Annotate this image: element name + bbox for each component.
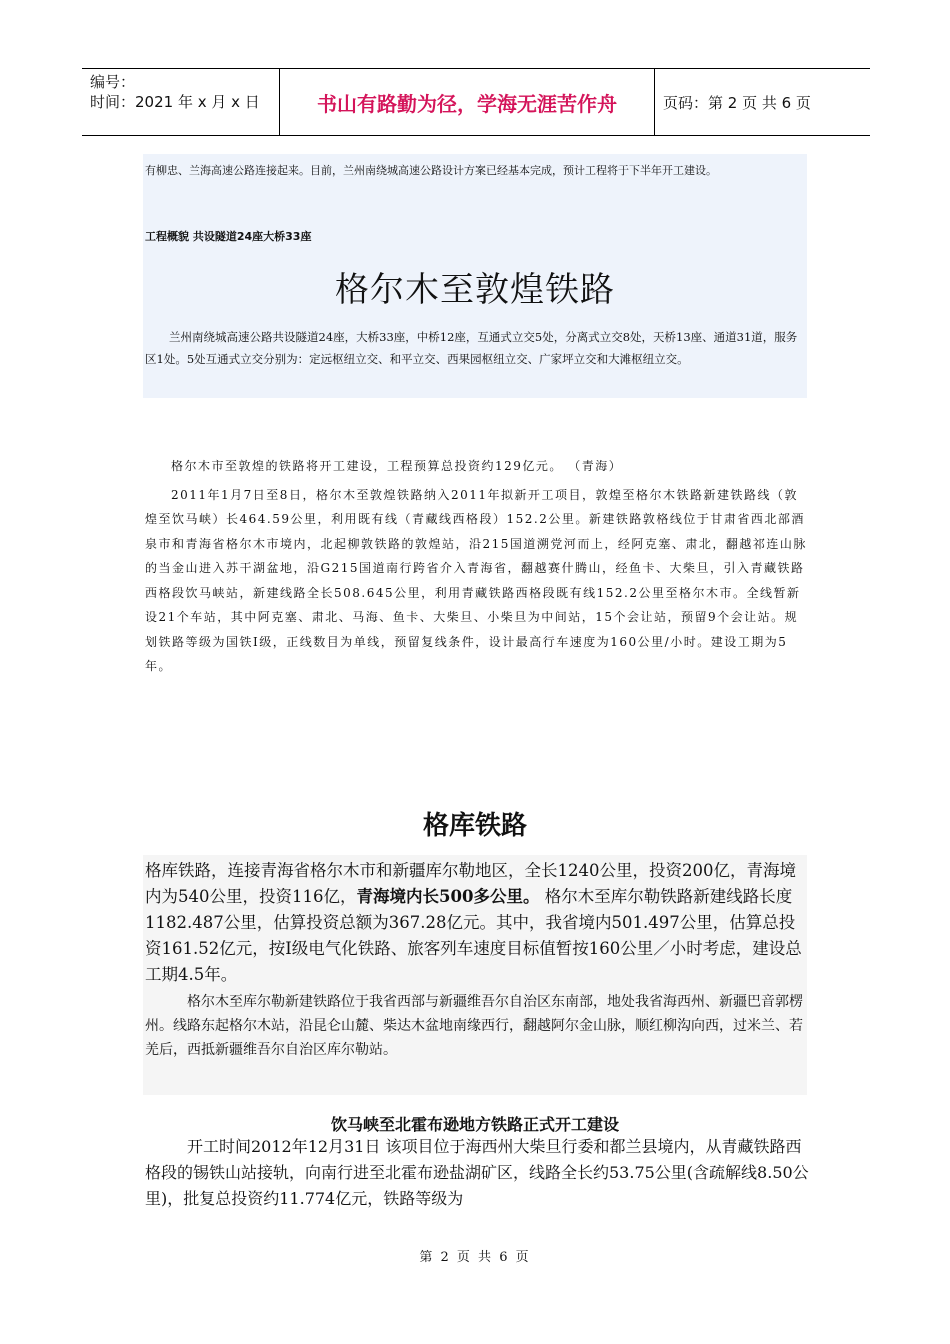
overview-subheading: 工程概貌 共设隧道24座大桥33座: [145, 230, 312, 243]
serial-number-label: 编号：: [90, 73, 136, 91]
golmud-dunhuang-section: [145, 454, 810, 679]
geku-paragraph-2: 格尔木至库尔勒新建铁路位于我省西部与新疆维吾尔自治区东南部，地处我省海西州、新疆巴音郭楞州。线路东起格尔木站，沿昆仑山麓、柴达木盆地南缘西行，翻越阿尔金山脉，顺红柳沟向西，过米兰、若羌后，西抵新疆维吾尔自治区库尔勒站。: [145, 994, 803, 1058]
golmud-dunhuang-title: 格尔木至敦煌铁路: [335, 270, 615, 310]
geku-title: 格库铁路: [422, 811, 527, 841]
yinmaxia-title: 饮马峡至北霍布逊地方铁路正式开工建设: [330, 1115, 619, 1134]
header-page-number: 页码：第 2 页 共 6 页: [663, 93, 811, 112]
header-meta: [82, 69, 280, 135]
overview-paragraph: 兰州南绕城高速公路共设隧道24座，大桥33座，中桥12座，互通式立交5处，分离式立交8处，天桥13座、通道31道，服务区1处。5处互通式立交分别为：定远枢纽立交、和平立交、西果园枢纽立交、广家坪立交和大滩枢纽立交。: [145, 330, 798, 366]
geku-text-b: 格尔木至库尔勒铁路新建线路长度1182.487公里，估算投资总额为367.28亿元。其中，我省境内501.497公里，估算总投资161.52亿元，按Ⅰ级电气化铁路、旅客列车速度目标值暂按160公里／小时考虑，建设总工期4.5年。: [145, 887, 802, 984]
header-motto: 书山有路勤为径，学海无涯苦作舟: [280, 69, 655, 135]
route-paragraph: 2011年1月7日至8日，格尔木至敦煌铁路纳入2011年拟新开工项目，敦煌至格尔木铁路新建铁路线（敦煌至饮马峡）长464.59公里，利用既有线（青藏线西格段）152.2公里。新建铁路敦格线位于甘肃省西北部酒泉市和青海省格尔木市境内，北起柳敦铁路的敦煌站，沿215国道溯党河而上，经阿克塞、肃北，翻越祁连山脉的当金山进入苏干湖盆地，沿G215国道南行跨省介入青海省，翻越赛什腾山，经鱼卡、大柴旦，引入青藏铁路西格段饮马峡站，新建线路全长508.645公里，利用青藏铁路西格段既有线152.2公里至格尔木市。全线暂新设21个车站，其中阿克塞、肃北、马海、鱼卡、大柴旦、小柴旦为中间站，15个会让站，预留9个会让站。规划铁路等级为国铁Ⅰ级，正线数目为单线，预留复线条件，设计最高行车速度为160公里/小时。建设工期为5年。: [145, 487, 807, 673]
intro-paragraph: 有柳忠、兰海高速公路连接起来。目前，兰州南绕城高速公路设计方案已经基本完成，预计工程将于下半年开工建设。: [145, 164, 717, 177]
date-label: 时间：2021 年 x 月 x 日: [90, 93, 260, 111]
page-header: [82, 68, 870, 136]
page-footer: 第 2 页 共 6 页: [419, 1250, 531, 1265]
yinmaxia-paragraph: 开工时间2012年12月31日 该项目位于海西州大柴旦行委和都兰县境内，从青藏铁路西格段的锡铁山站接轨，向南行进至北霍布逊盐湖矿区，线路全长约53.75公里(含疏解线8.50公里)，批复总投资约11.774亿元，铁路等级为: [145, 1137, 809, 1208]
geku-text-a: 格库铁路，连接青海省格尔木市和新疆库尔勒地区，全长1240公里，投资200亿，青海境内为540公里，投资116亿，: [145, 861, 796, 906]
geku-emphasis: 青海境内长500多公里。: [356, 887, 540, 906]
geku-paragraph-1: [145, 858, 809, 988]
budget-paragraph: 格尔木市至敦煌的铁路将开工建设，工程预算总投资约129亿元。 （青海）: [171, 459, 623, 473]
